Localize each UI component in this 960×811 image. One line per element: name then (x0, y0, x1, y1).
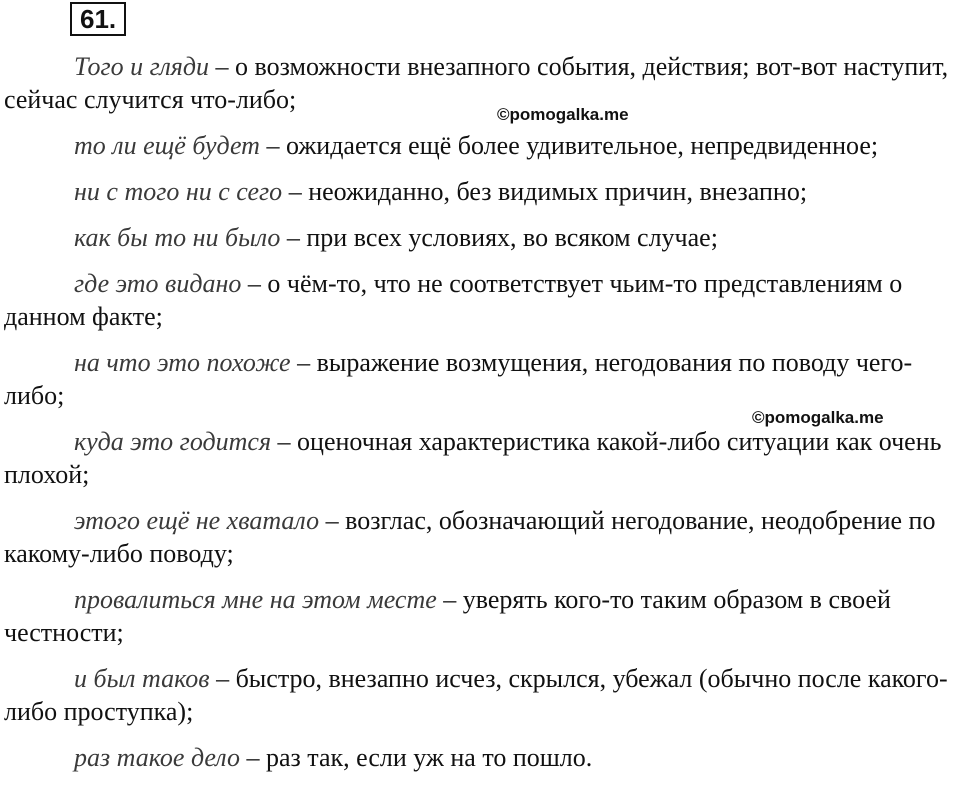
entry-definition: – возглас, обозначающий негодование, неодобрение по какому-либо поводу; (4, 506, 936, 568)
entry-term: Того и гляди (74, 52, 210, 81)
entry-item (4, 425, 956, 491)
entry-definition: – быстро, внезапно исчез, скрылся, убежал (обычно после какого-либо проступка); (4, 664, 948, 726)
entry-term: то ли ещё будет (74, 131, 260, 160)
entry-definition: – при всех условиях, во всяком случае; (280, 223, 718, 252)
entry-term: этого ещё не хватало (74, 506, 320, 535)
entry-term: ни с того ни с сего (74, 177, 283, 206)
entry-definition: – о возможности внезапного события, действия; вот-вот наступит, сейчас случится что-либо; (4, 52, 949, 114)
entry-item (4, 175, 956, 208)
entry-definition: – раз так, если уж на то пошло. (239, 743, 593, 772)
entry-definition: – ожидается ещё более удивительное, непредвиденное; (259, 131, 879, 160)
watermark: ©pomogalka.me (497, 105, 629, 124)
entry-term: раз такое дело (74, 743, 240, 772)
entry-term: куда это годится (74, 427, 272, 456)
entry-definition: – о чём-то, что не соответствует чьим-то представлениям о данном факте; (4, 269, 903, 331)
entry-item (4, 50, 956, 116)
entry-item (4, 346, 956, 412)
entry-item (4, 129, 956, 162)
entry-definition: – уверять кого-то таким образом в своей честности; (4, 585, 891, 647)
entry-item (4, 267, 956, 333)
entry-item (4, 741, 956, 774)
entry-term: как бы то ни было (74, 223, 281, 252)
exercise-number: 61. (80, 4, 117, 34)
entry-term: где это видано (74, 269, 242, 298)
entry-definition: – оценочная характеристика какой-либо ситуации как очень плохой; (4, 427, 942, 489)
entry-item (4, 583, 956, 649)
watermark: ©pomogalka.me (752, 408, 884, 427)
entry-definition: – неожиданно, без видимых причин, внезапно; (282, 177, 808, 206)
entry-term: провалиться мне на этом месте (74, 585, 437, 614)
entry-term: на что это похоже (74, 348, 291, 377)
entry-item (4, 221, 956, 254)
entry-term: и был таков (74, 664, 210, 693)
entry-definition: – выражение возмущения, негодования по поводу чего-либо; (4, 348, 913, 410)
entry-item (4, 504, 956, 570)
entry-item (4, 662, 956, 728)
exercise-number-box (70, 2, 126, 36)
